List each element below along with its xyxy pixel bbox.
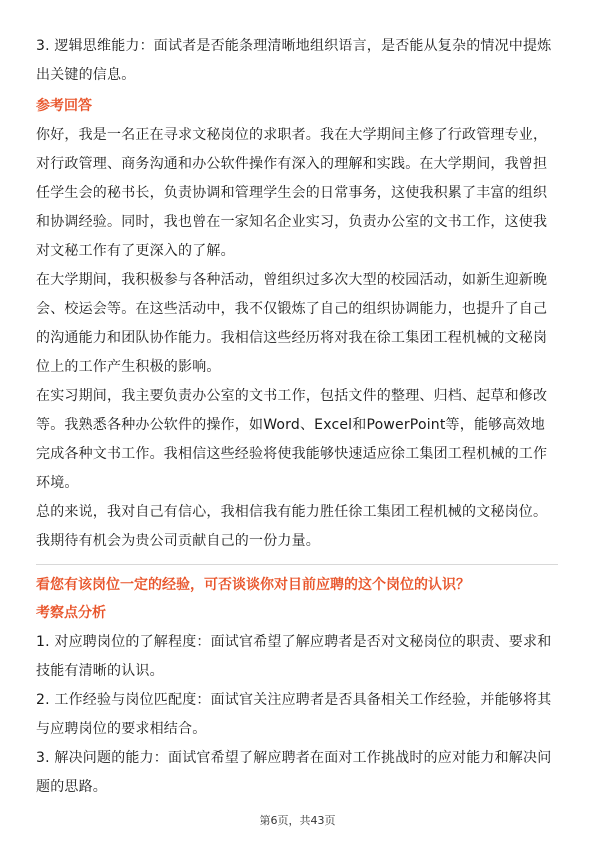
answer-paragraph-1: 你好，我是一名正在寻求文秘岗位的求职者。我在大学期间主修了行政管理专业，对行政管理、商务沟通和办公软件操作有深入的理解和实践。在大学期间，我曾担任学生会的秘书长，负责协调和管理学生会的日常事务，这使我积累了丰富的组织和协调经验。同时，我也曾在一家知名企业实习，负责办公室的文书工作，这使我对文秘工作有了更深入的了解。 bbox=[36, 127, 548, 259]
document-page bbox=[36, 32, 558, 802]
section-divider bbox=[36, 564, 558, 565]
interview-question: 看您有该岗位一定的经验，可否谈谈你对目前应聘的这个岗位的认识？ bbox=[36, 577, 470, 593]
page-number: 第6页，共43页 bbox=[259, 814, 336, 827]
analysis-point-1: 1. 对应聘岗位的了解程度：面试官希望了解应聘者是否对文秘岗位的职责、要求和技能有清晰的认识。 bbox=[36, 634, 552, 679]
analysis-heading: 考察点分析 bbox=[36, 605, 106, 621]
answer-paragraph-4: 总的来说，我对自己有信心，我相信我有能力胜任徐工集团工程机械的文秘岗位。我期待有机会为贵公司贡献自己的一份力量。 bbox=[36, 504, 548, 549]
answer-paragraph-3: 在实习期间，我主要负责办公室的文书工作，包括文件的整理、归档、起草和修改等。我熟悉各种办公软件的操作，如Word、Excel和PowerPoint等，能够高效地完成各种文书工作。我相信这些经验将使我能够快速适应徐工集团工程机械的工作环境。 bbox=[36, 388, 548, 491]
analysis-point-3: 3. 解决问题的能力：面试官希望了解应聘者在面对工作挑战时的应对能力和解决问题的思路。 bbox=[36, 750, 552, 795]
answer-paragraph-2: 在大学期间，我积极参与各种活动，曾组织过多次大型的校园活动，如新生迎新晚会、校运会等。在这些活动中，我不仅锻炼了自己的组织协调能力，也提升了自己的沟通能力和团队协作能力。我相信这些经历将对我在徐工集团工程机械的文秘岗位上的工作产生积极的影响。 bbox=[36, 272, 548, 375]
reference-answer-heading: 参考回答 bbox=[36, 98, 92, 114]
analysis-point-2: 2. 工作经验与岗位匹配度：面试官关注应聘者是否具备相关工作经验，并能够将其与应聘岗位的要求相结合。 bbox=[36, 692, 552, 737]
evaluation-point-3: 3. 逻辑思维能力：面试者是否能条理清晰地组织语言，是否能从复杂的情况中提炼出关键的信息。 bbox=[36, 38, 552, 83]
